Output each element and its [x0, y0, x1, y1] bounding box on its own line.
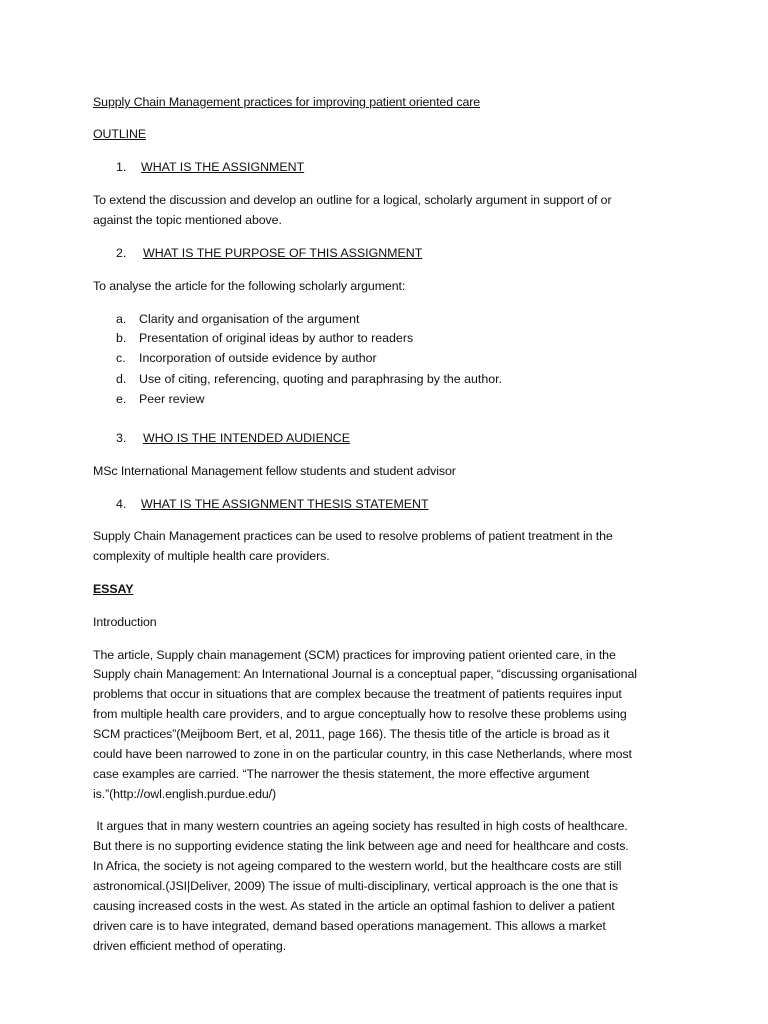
paragraph-line: But there is no supporting evidence stating the link between age and need for healthcare and costs.: [93, 839, 629, 853]
list-marker: c.: [116, 351, 126, 365]
list-item: Use of citing, referencing, quoting and paraphrasing by the author.: [139, 372, 503, 386]
essay-heading: ESSAY: [93, 582, 134, 596]
paragraph-line: could have been narrowed to zone in on the particular country, in this case Netherlands, where most: [93, 747, 632, 761]
section-number: 3.: [116, 431, 127, 445]
body-line: against the topic mentioned above.: [93, 213, 282, 227]
paragraph-line: In Africa, the society is not ageing compared to the western world, but the healthcare costs are still: [93, 859, 622, 873]
paragraph-line: astronomical.(JSI|Deliver, 2009) The issue of multi-disciplinary, vertical approach is the one that is: [93, 879, 618, 893]
paragraph-line: SCM practices”(Meijboom Bert, et al, 2011, page 166). The thesis title of the article is broad as it: [93, 727, 610, 741]
section-number: 2.: [116, 246, 127, 260]
list-marker: b.: [116, 331, 127, 345]
paragraph-line: from multiple health care providers, and to argue conceptually how to resolve these problems using: [93, 707, 627, 721]
paragraph-line: driven care is to have integrated, demand based operations management. This allows a market: [93, 919, 606, 933]
introduction-heading: Introduction: [93, 615, 157, 629]
paragraph-line: Supply chain Management: An International Journal is a conceptual paper, “discussing organisational: [93, 667, 637, 681]
paragraph-line: It argues that in many western countries an ageing society has resulted in high costs of healthcare.: [93, 819, 628, 833]
paragraph-line: causing increased costs in the west. As stated in the article an optimal fashion to deliver a patient: [93, 899, 615, 913]
section-heading: WHO IS THE INTENDED AUDIENCE: [143, 431, 350, 445]
list-marker: e.: [116, 392, 127, 406]
section-heading: WHAT IS THE ASSIGNMENT THESIS STATEMENT: [141, 497, 429, 511]
list-item: Presentation of original ideas by author to readers: [139, 331, 414, 345]
body-line: complexity of multiple health care providers.: [93, 549, 330, 563]
list-item: Incorporation of outside evidence by author: [139, 351, 377, 365]
section-number: 4.: [116, 497, 127, 511]
list-marker: a.: [116, 312, 127, 326]
list-item: Peer review: [139, 392, 205, 406]
body-line: To extend the discussion and develop an outline for a logical, scholarly argument in support of or: [93, 193, 612, 207]
paragraph-line: The article, Supply chain management (SCM) practices for improving patient oriented care, in the: [93, 648, 616, 662]
paragraph-line: is.”(http://owl.english.purdue.edu/): [93, 787, 277, 801]
section-number: 1.: [116, 160, 127, 174]
body-line: Supply Chain Management practices can be used to resolve problems of patient treatment in the: [93, 529, 613, 543]
list-item: Clarity and organisation of the argument: [139, 312, 360, 326]
list-marker: d.: [116, 372, 127, 386]
document-title: Supply Chain Management practices for improving patient oriented care: [93, 95, 481, 109]
section-heading: WHAT IS THE ASSIGNMENT: [141, 160, 305, 174]
paragraph-line: case examples are carried. “The narrower the thesis statement, the more effective argument: [93, 767, 590, 781]
body-line: MSc International Management fellow students and student advisor: [93, 464, 456, 478]
section-heading: WHAT IS THE PURPOSE OF THIS ASSIGNMENT: [143, 246, 423, 260]
body-line: To analyse the article for the following scholarly argument:: [93, 279, 406, 293]
outline-heading: OUTLINE: [93, 127, 147, 141]
paragraph-line: driven efficient method of operating.: [93, 939, 287, 953]
paragraph-line: problems that occur in situations that are complex because the treatment of patients requires input: [93, 687, 622, 701]
